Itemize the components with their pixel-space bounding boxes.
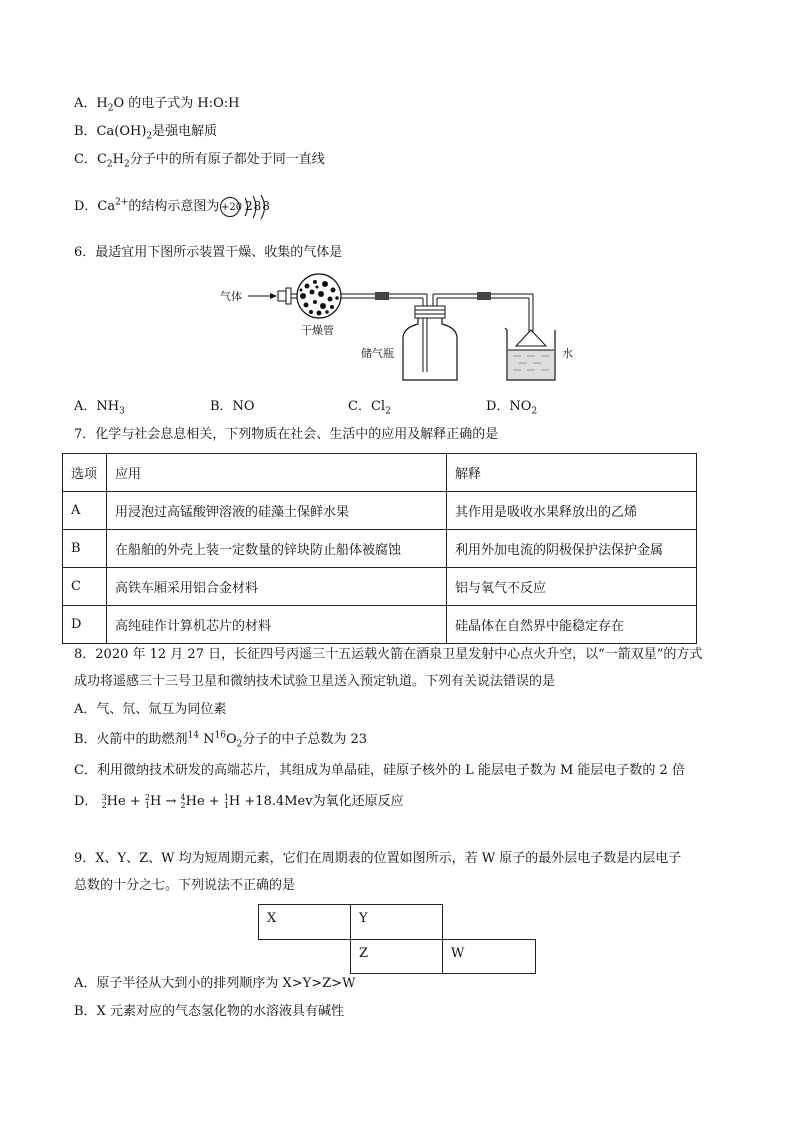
cell-x: X bbox=[258, 904, 351, 940]
cell-w: W bbox=[442, 939, 536, 974]
row-option: A bbox=[63, 492, 107, 530]
q9-stem-line1: 9．X、Y、Z、W 均为短周期元素，它们在周期表的位置如图所示，若 W 原子的最外层电子数是内层电子 bbox=[74, 851, 682, 866]
header-explanation: 解释 bbox=[447, 454, 697, 492]
row-option: D bbox=[63, 606, 107, 644]
q6-stem: 6．最适宜用下图所示装置干燥、收集的气体是 bbox=[74, 245, 343, 260]
table-row bbox=[63, 606, 697, 644]
q7-stem: 7．化学与社会息息相关，下列物质在社会、生活中的应用及解释正确的是 bbox=[74, 427, 499, 442]
row-explanation: 铝与氧气不反应 bbox=[447, 568, 697, 606]
calcium-ion-structure-diagram bbox=[220, 194, 275, 220]
row-explanation: 其作用是吸收水果释放出的乙烯 bbox=[447, 492, 697, 530]
row-application: 在船舶的外壳上装一定数量的锌块防止船体被腐蚀 bbox=[107, 530, 447, 568]
table-row bbox=[63, 530, 697, 568]
q6-option-a: A．$NH_3$ bbox=[74, 399, 125, 417]
q5-option-b: B．$Ca(OH)_2$是强电解质 bbox=[74, 124, 218, 142]
label-drying-tube: 干燥管 bbox=[301, 324, 334, 337]
q5-option-a: A．$H_2O$ 的电子式为 H:O:H bbox=[74, 96, 240, 114]
header-application: 应用 bbox=[107, 454, 447, 492]
q6-option-b: B．NO bbox=[210, 399, 255, 414]
q8-stem-line1: 8．2020 年 12 月 27 日，长征四号丙遥三十五运载火箭在酒泉卫星发射中心点火升空，以“一箭双星”的方式 bbox=[74, 647, 703, 662]
q8-option-d: D． 3 2He + 2 1H → 4 2He + 1 1H +18.4Mev为氧化还原反应 bbox=[74, 792, 404, 810]
label-water: 水 bbox=[562, 347, 573, 360]
cell-z: Z bbox=[350, 939, 443, 974]
q5-option-d: D．$Ca^{2+}$的结构示意图为 bbox=[74, 197, 220, 214]
table-row bbox=[63, 568, 697, 606]
q9-stem-line2: 总数的十分之七。下列说法不正确的是 bbox=[74, 878, 296, 893]
row-explanation: 硅晶体在自然界中能稳定存在 bbox=[447, 606, 697, 644]
q6-option-c: C．$Cl_2$ bbox=[348, 399, 391, 417]
row-application: 高铁车厢采用铝合金材料 bbox=[107, 568, 447, 606]
apparatus-drawing bbox=[215, 272, 585, 384]
label-gas: 气体 bbox=[220, 290, 242, 303]
atom-nucleus: +20 bbox=[220, 197, 240, 217]
q8-option-c: C．利用微纳技术研发的高端芯片，其组成为单晶硅，硅原子核外的 L 能层电子数为 M 能层电子数的 2 倍 bbox=[74, 763, 685, 778]
cell-y: Y bbox=[350, 904, 443, 940]
row-application: 高纯硅作计算机芯片的材料 bbox=[107, 606, 447, 644]
table-row bbox=[63, 492, 697, 530]
q9-option-b: B．X 元素对应的气态氢化物的水溶液具有碱性 bbox=[74, 1004, 344, 1019]
row-option: B bbox=[63, 530, 107, 568]
header-option: 选项 bbox=[63, 454, 107, 492]
q8-stem-line2: 成功将遥感三十三号卫星和微纳技术试验卫星送入预定轨道。下列有关说法错误的是 bbox=[74, 674, 556, 689]
electron-shell-counts: 288 bbox=[245, 199, 271, 213]
row-explanation: 利用外加电流的阴极保护法保护金属 bbox=[447, 530, 697, 568]
q8-option-b: B．火箭中的助燃剂$^{14}$ $N^{16}O_2$分子的中子总数为 23 bbox=[74, 730, 368, 750]
table-header-row bbox=[63, 454, 697, 492]
q6-option-d: D．$NO_2$ bbox=[486, 399, 538, 417]
gas-drying-apparatus-diagram bbox=[215, 272, 585, 384]
label-gas-bottle: 储气瓶 bbox=[361, 347, 394, 360]
row-option: C bbox=[63, 568, 107, 606]
q7-options-table bbox=[62, 453, 697, 644]
q9-option-a: A．原子半径从大到小的排列顺序为 X>Y>Z>W bbox=[74, 976, 356, 991]
row-application: 用浸泡过高锰酸钾溶液的硅藻土保鲜水果 bbox=[107, 492, 447, 530]
q8-option-a: A．气、氘、氚互为同位素 bbox=[74, 702, 227, 717]
q5-option-c: C．$C_2H_2$分子中的所有原子都处于同一直线 bbox=[74, 152, 325, 170]
